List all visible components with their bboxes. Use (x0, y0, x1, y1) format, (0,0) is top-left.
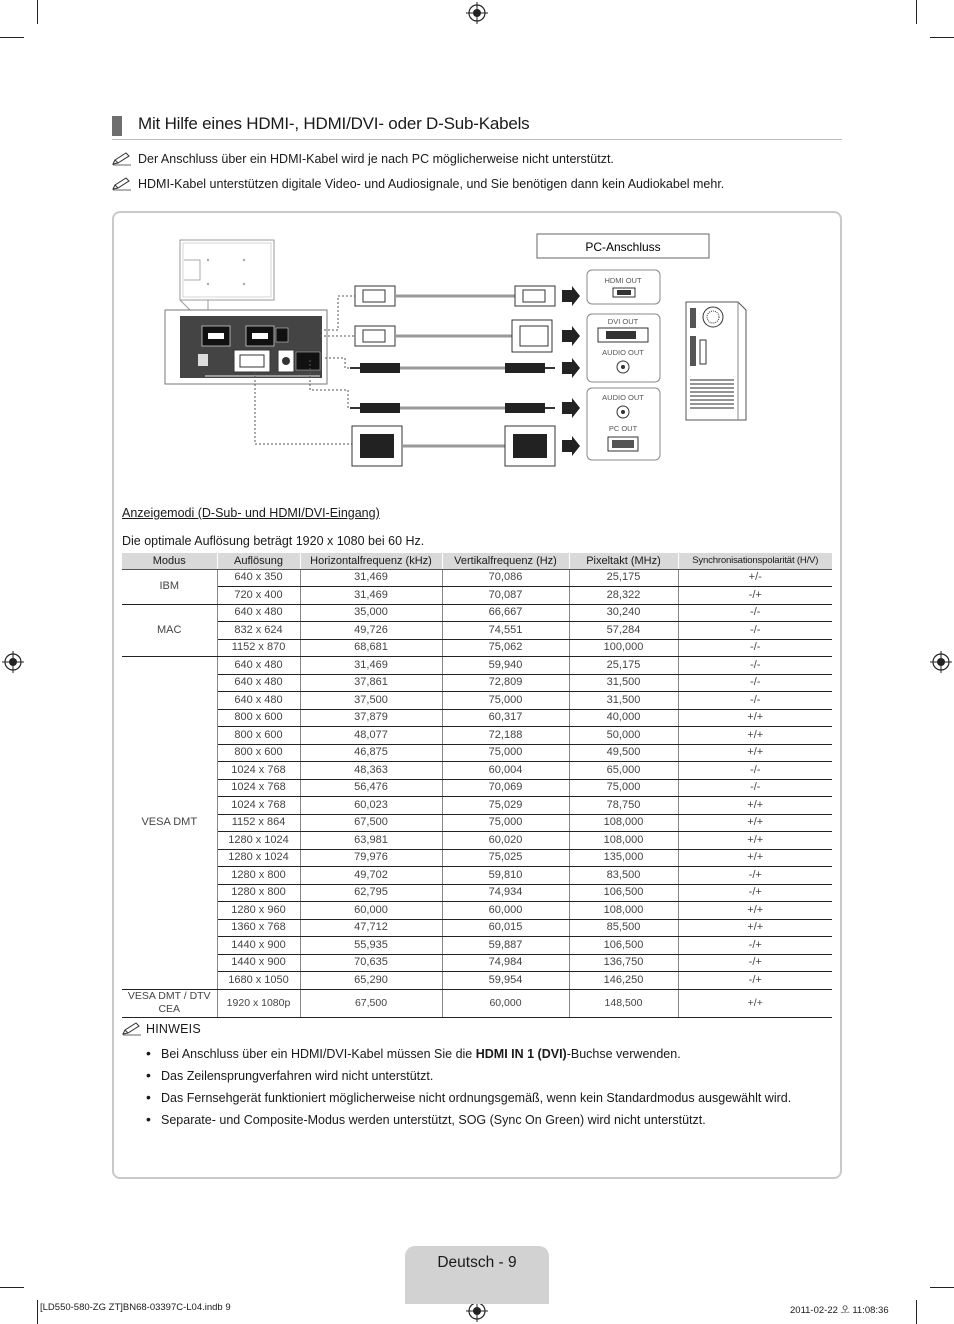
port-label: HDMI OUT (604, 276, 642, 285)
table-cell: 67,500 (300, 814, 442, 832)
note-text: Der Anschluss über ein HDMI-Kabel wird je nach PC möglicherweise nicht unterstützt. (138, 152, 614, 166)
table-cell: 48,363 (300, 762, 442, 780)
table-cell: 100,000 (569, 639, 678, 657)
table-cell: +/+ (678, 919, 832, 937)
page-number-tab (405, 1246, 549, 1304)
table-cell: +/- (678, 569, 832, 587)
crop-mark (916, 0, 917, 24)
table-row (122, 622, 832, 640)
table-cell: +/+ (678, 709, 832, 727)
table-row (122, 762, 832, 780)
note-line (112, 177, 724, 191)
port-label: AUDIO OUT (602, 393, 644, 402)
table-row (122, 989, 832, 1017)
table-row (122, 919, 832, 937)
list-item (146, 1046, 816, 1063)
hinweis-label: HINWEIS (146, 1022, 201, 1036)
table-cell: 70,635 (300, 954, 442, 972)
table-cell: 46,875 (300, 744, 442, 762)
table-cell: 640 x 480 (217, 604, 300, 622)
registration-mark-icon (2, 651, 24, 673)
hinweis-heading (122, 1022, 201, 1036)
table-cell: 106,500 (569, 884, 678, 902)
port-label: DVI OUT (607, 317, 639, 326)
table-row (122, 587, 832, 605)
crop-mark (37, 0, 38, 24)
table-cell: 37,500 (300, 692, 442, 710)
table-row (122, 569, 832, 587)
table-cell: 75,062 (442, 639, 569, 657)
column-header: Horizontalfrequenz (kHz) (300, 553, 442, 569)
table-cell: 74,551 (442, 622, 569, 640)
table-cell: 1920 x 1080p (217, 989, 300, 1017)
table-cell: 1024 x 768 (217, 779, 300, 797)
table-cell: 31,500 (569, 674, 678, 692)
table-cell: 800 x 600 (217, 727, 300, 745)
table-cell: 60,004 (442, 762, 569, 780)
table-cell: 75,025 (442, 849, 569, 867)
table-cell: 70,069 (442, 779, 569, 797)
note-pencil-icon (122, 1022, 142, 1036)
table-row (122, 639, 832, 657)
table-cell: 1280 x 1024 (217, 832, 300, 850)
note-line (112, 152, 614, 166)
table-cell: 640 x 350 (217, 569, 300, 587)
table-cell: 55,935 (300, 937, 442, 955)
table-cell: 1440 x 900 (217, 937, 300, 955)
hinweis-list (146, 1046, 816, 1134)
dsub-cable-icon (352, 426, 580, 466)
note-pencil-icon (112, 177, 132, 191)
table-cell: 1680 x 1050 (217, 972, 300, 990)
imprint-date: 2011-02-22 오 11:08:36 (790, 1305, 889, 1316)
table-cell: -/- (678, 762, 832, 780)
port-label: AUDIO OUT (602, 348, 644, 357)
table-cell: 60,317 (442, 709, 569, 727)
list-item-text: -Buchse verwenden. (566, 1047, 681, 1061)
table-cell: 49,500 (569, 744, 678, 762)
table-cell: 59,887 (442, 937, 569, 955)
table-cell: 31,469 (300, 657, 442, 675)
table-cell: 47,712 (300, 919, 442, 937)
tv-back-icon (180, 240, 274, 310)
mode-cell: MAC (122, 604, 217, 657)
mode-cell: IBM (122, 569, 217, 604)
table-cell: 1024 x 768 (217, 797, 300, 815)
table-cell: 40,000 (569, 709, 678, 727)
page-number: Deutsch - 9 (437, 1254, 517, 1271)
table-cell: -/- (678, 657, 832, 675)
table-row (122, 657, 832, 675)
table-cell: 1152 x 864 (217, 814, 300, 832)
display-modes-heading: Anzeigemodi (D-Sub- und HDMI/DVI-Eingang) (122, 506, 380, 520)
table-cell: 28,322 (569, 587, 678, 605)
table-cell: -/+ (678, 884, 832, 902)
table-cell: 79,976 (300, 849, 442, 867)
table-cell: 60,000 (442, 989, 569, 1017)
crop-mark (916, 1300, 917, 1324)
table-row (122, 972, 832, 990)
column-header: Pixeltakt (MHz) (569, 553, 678, 569)
table-cell: 75,000 (442, 692, 569, 710)
table-cell: 59,810 (442, 867, 569, 885)
table-cell: 640 x 480 (217, 657, 300, 675)
table-row (122, 674, 832, 692)
note-pencil-icon (112, 152, 132, 166)
table-row (122, 902, 832, 920)
mode-cell: VESA DMT / DTV CEA (122, 989, 217, 1017)
table-cell: 57,284 (569, 622, 678, 640)
table-cell: 72,188 (442, 727, 569, 745)
table-cell: 108,000 (569, 814, 678, 832)
table-cell: 1440 x 900 (217, 954, 300, 972)
table-cell: 60,020 (442, 832, 569, 850)
table-cell: 68,681 (300, 639, 442, 657)
table-cell: 1280 x 800 (217, 884, 300, 902)
table-cell: -/- (678, 622, 832, 640)
table-cell: 37,861 (300, 674, 442, 692)
table-cell: 48,077 (300, 727, 442, 745)
table-cell: 640 x 480 (217, 674, 300, 692)
table-cell: 37,879 (300, 709, 442, 727)
table-cell: 832 x 624 (217, 622, 300, 640)
imprint-file: [LD550-580-ZG ZT]BN68-03397C-L04.indb 9 (40, 1302, 231, 1313)
crop-mark (0, 37, 24, 38)
table-row (122, 692, 832, 710)
table-cell: -/- (678, 692, 832, 710)
table-cell: 108,000 (569, 832, 678, 850)
optimal-resolution-note: Die optimale Auflösung beträgt 1920 x 1080 bei 60 Hz. (122, 534, 425, 548)
table-row (122, 937, 832, 955)
table-body (122, 569, 832, 1017)
connection-diagram (160, 230, 760, 470)
table-cell: -/+ (678, 954, 832, 972)
column-header: Synchronisationspolarität (H/V) (678, 553, 832, 569)
table-cell: 148,500 (569, 989, 678, 1017)
table-cell: 83,500 (569, 867, 678, 885)
pc-port-panel (587, 270, 660, 304)
table-cell: 31,469 (300, 569, 442, 587)
list-item-text: Bei Anschluss über ein HDMI/DVI-Kabel müssen Sie die (161, 1047, 476, 1061)
table-cell: 59,940 (442, 657, 569, 675)
table-cell: 70,086 (442, 569, 569, 587)
table-cell: 63,981 (300, 832, 442, 850)
table-cell: 60,023 (300, 797, 442, 815)
crop-mark (930, 37, 954, 38)
crop-mark (930, 1287, 954, 1288)
table-cell: 60,015 (442, 919, 569, 937)
table-row (122, 884, 832, 902)
section-title: Mit Hilfe eines HDMI-, HDMI/DVI- oder D-Sub-Kabels (138, 114, 530, 133)
table-cell: 50,000 (569, 727, 678, 745)
mode-cell: VESA DMT (122, 657, 217, 990)
pc-connection-label: PC-Anschluss (585, 240, 661, 254)
crop-mark (37, 1300, 38, 1324)
table-cell: 135,000 (569, 849, 678, 867)
table-cell: 78,750 (569, 797, 678, 815)
table-cell: 60,000 (300, 902, 442, 920)
table-row (122, 727, 832, 745)
table-cell: 25,175 (569, 569, 678, 587)
table-cell: 108,000 (569, 902, 678, 920)
table-cell: -/+ (678, 587, 832, 605)
table-cell: -/+ (678, 937, 832, 955)
table-cell: 30,240 (569, 604, 678, 622)
table-cell: +/+ (678, 744, 832, 762)
hdmi-dvi-cable-icon (355, 320, 580, 352)
table-cell: 800 x 600 (217, 709, 300, 727)
table-cell: 1360 x 768 (217, 919, 300, 937)
registration-mark-icon (930, 651, 952, 673)
table-row (122, 814, 832, 832)
table-cell: -/+ (678, 972, 832, 990)
audio-cable-icon (350, 358, 580, 378)
column-header: Vertikalfrequenz (Hz) (442, 553, 569, 569)
table-cell: -/- (678, 674, 832, 692)
column-header: Auflösung (217, 553, 300, 569)
table-cell: 59,954 (442, 972, 569, 990)
list-item-emphasis: HDMI IN 1 (DVI) (475, 1047, 567, 1061)
crop-mark (0, 1287, 24, 1288)
table-cell: 75,000 (442, 814, 569, 832)
table-cell: +/+ (678, 849, 832, 867)
table-cell: 1280 x 960 (217, 902, 300, 920)
table-cell: 66,667 (442, 604, 569, 622)
heading-bar (112, 116, 122, 136)
table-cell: 74,984 (442, 954, 569, 972)
table-cell: +/+ (678, 797, 832, 815)
audio-cable-icon (350, 398, 580, 418)
hdmi-cable-icon (355, 286, 580, 306)
table-cell: 1024 x 768 (217, 762, 300, 780)
table-cell: 31,500 (569, 692, 678, 710)
table-cell: -/- (678, 639, 832, 657)
table-cell: 75,029 (442, 797, 569, 815)
table-cell: +/+ (678, 727, 832, 745)
table-cell: 49,702 (300, 867, 442, 885)
table-cell: +/+ (678, 832, 832, 850)
table-cell: 136,750 (569, 954, 678, 972)
registration-mark-icon (466, 2, 488, 24)
pc-port-panel (587, 314, 660, 382)
table-cell: +/+ (678, 989, 832, 1017)
section-heading (112, 114, 842, 140)
table-cell: -/+ (678, 867, 832, 885)
table-cell: 146,250 (569, 972, 678, 990)
table-cell: 35,000 (300, 604, 442, 622)
table-row (122, 744, 832, 762)
table-cell: 720 x 400 (217, 587, 300, 605)
table-cell: 74,934 (442, 884, 569, 902)
table-cell: 85,500 (569, 919, 678, 937)
table-row (122, 954, 832, 972)
table-cell: 75,000 (569, 779, 678, 797)
table-cell: +/+ (678, 902, 832, 920)
table-cell: 1280 x 800 (217, 867, 300, 885)
table-cell: 800 x 600 (217, 744, 300, 762)
table-cell: 25,175 (569, 657, 678, 675)
table-cell: 640 x 480 (217, 692, 300, 710)
table-cell: 72,809 (442, 674, 569, 692)
table-cell: 1280 x 1024 (217, 849, 300, 867)
column-header: Modus (122, 553, 217, 569)
table-cell: 65,000 (569, 762, 678, 780)
list-item: • Das Zeilensprungverfahren wird nicht unterstützt. (146, 1068, 816, 1085)
pc-port-panel (587, 388, 660, 460)
table-row (122, 604, 832, 622)
table-row (122, 797, 832, 815)
tv-port-panel-icon (165, 310, 327, 384)
table-cell: 60,000 (442, 902, 569, 920)
table-row (122, 709, 832, 727)
table-cell: 75,000 (442, 744, 569, 762)
table-cell: +/+ (678, 814, 832, 832)
table-cell: 67,500 (300, 989, 442, 1017)
table-cell: 56,476 (300, 779, 442, 797)
table-row (122, 849, 832, 867)
table-row (122, 867, 832, 885)
table-cell: 65,290 (300, 972, 442, 990)
table-cell: 62,795 (300, 884, 442, 902)
port-label: PC OUT (608, 424, 638, 433)
display-modes-table (122, 553, 832, 1018)
note-text: HDMI-Kabel unterstützen digitale Video- und Audiosignale, und Sie benötigen dann kein Audiokabel mehr. (138, 177, 725, 191)
table-cell: 70,087 (442, 587, 569, 605)
table-cell: 31,469 (300, 587, 442, 605)
table-cell: -/- (678, 604, 832, 622)
table-cell: -/- (678, 779, 832, 797)
list-item: • Separate- und Composite-Modus werden unterstützt, SOG (Sync On Green) wird nicht unterstützt. (146, 1112, 816, 1129)
table-cell: 49,726 (300, 622, 442, 640)
table-header-row (122, 553, 832, 569)
table-cell: 106,500 (569, 937, 678, 955)
table-row (122, 832, 832, 850)
pc-tower-icon (686, 302, 746, 420)
list-item: • Das Fernsehgerät funktioniert möglicherweise nicht ordnungsgemäß, wenn kein Standardmodus ausgewählt wird. (146, 1090, 816, 1107)
table-cell: 1152 x 870 (217, 639, 300, 657)
table-row (122, 779, 832, 797)
